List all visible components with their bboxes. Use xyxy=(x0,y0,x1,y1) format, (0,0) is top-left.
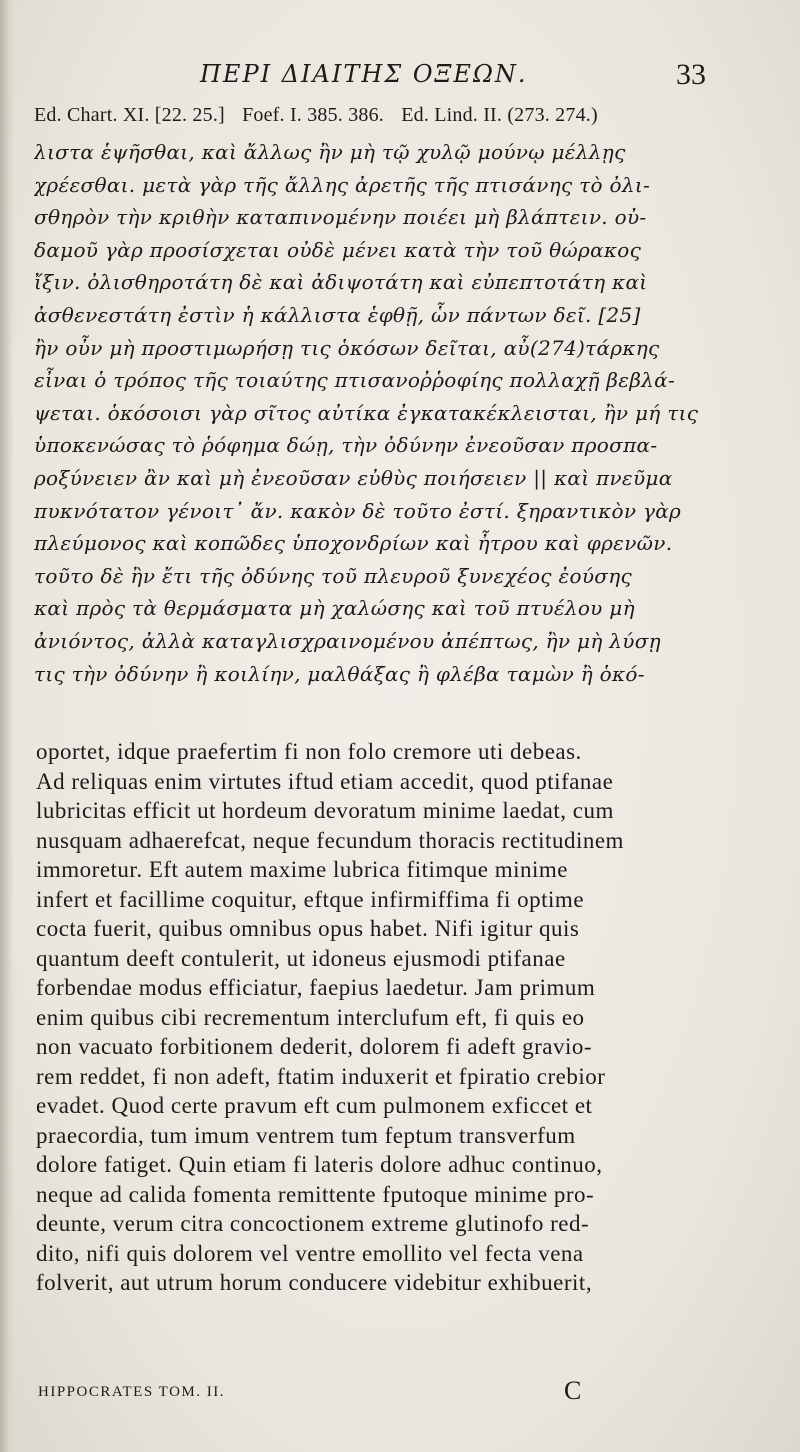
greek-line: ἀνιόντος, ἀλλὰ καταγλισχραινομένου ἀπέπτως, ἢν μὴ λύσῃ xyxy=(34,628,661,653)
greek-line: πυκνότατον γένοιτ᾽ ἄν. κακὸν δὲ τοῦτο ἐστί. ξηραντικὸν γὰρ xyxy=(34,498,682,523)
latin-line: folverit, aut utrum horum conducere videbitur exhibuerit, xyxy=(36,1270,593,1295)
latin-line: lubricitas efficit ut hordeum devoratum minime laedat, cum xyxy=(36,798,614,823)
greek-line: ψεται. ὁκόσοισι γὰρ σῖτος αὐτίκα ἐγκατακέκλεισται, ἢν μή τις xyxy=(34,400,699,425)
greek-line: ὑποκενώσας τὸ ῥόφημα δώῃ, τὴν ὀδύνην ἐνεοῦσαν προσπα- xyxy=(34,433,658,458)
greek-line: λιστα ἑψῆσθαι, καὶ ἄλλως ἢν μὴ τῷ χυλῷ μούνῳ μέλλῃς xyxy=(34,140,626,164)
latin-line: nusquam adhaerefcat, neque fecundum thoracis rectitudinem xyxy=(36,827,624,853)
latin-line: deunte, verum citra concoctionem extreme glutinofo red- xyxy=(36,1211,590,1236)
greek-line: τις τὴν ὀδύνην ἢ κοιλίην, μαλθάξας ἢ φλέβα ταμὼν ἢ ὁκό- xyxy=(34,661,645,686)
latin-line: neque ad calida fomenta remittente fputoque minime pro- xyxy=(36,1181,595,1207)
latin-line: cocta fuerit, quibus omnibus opus habet. Nifi igitur quis xyxy=(36,916,580,941)
greek-line: εἶναι ὁ τρόπος τῆς τοιαύτης πτισανοῤῥοφίης πολλαχῇ βεβλά- xyxy=(34,368,676,393)
greek-text xyxy=(34,136,774,690)
greek-line: δαμοῦ γὰρ προσίσχεται οὐδὲ μένει κατὰ τὴν τοῦ θώρακος xyxy=(34,237,642,262)
latin-line: rem reddet, fi non adeft, ftatim induxerit et fpiratio crebior xyxy=(36,1063,606,1089)
page-footer xyxy=(36,1378,776,1408)
latin-line: dolore fatiget. Quin etiam fi lateris dolore adhuc continuo, xyxy=(36,1152,603,1177)
greek-line: ροξύνειεν ἂν καὶ μὴ ἐνεοῦσαν εὐθὺς ποιήσειεν || καὶ πνεῦμα xyxy=(34,465,673,490)
latin-line: oportet, idque praefertim fi non folo cremore uti debeas. xyxy=(36,739,582,764)
signature-title: HIPPOCRATES TOM. II. xyxy=(38,1384,225,1400)
edition-references xyxy=(34,104,774,127)
latin-line: dito, nifi quis dolorem vel ventre emollito vel fecta vena xyxy=(36,1240,584,1266)
page-number: 33 xyxy=(676,58,706,91)
latin-line: forbendae modus efficiatur, faepius laedetur. Jam primum xyxy=(36,975,596,1000)
greek-line: ἢν οὖν μὴ προστιμωρήσῃ τις ὁκόσων δεῖται, αὖ(274)τάρκης xyxy=(34,335,660,360)
page-gutter-shadow xyxy=(0,0,14,1452)
greek-line: ἀσθενεστάτη ἐστὶν ἡ κάλλιστα ἑφθῇ, ὧν πάντων δεῖ. [25] xyxy=(34,302,641,327)
latin-line: immoretur. Eft autem maxime lubrica fitimque minime xyxy=(36,857,569,882)
latin-line: Ad reliquas enim virtutes iftud etiam accedit, quod ptifanae xyxy=(36,768,614,794)
page-header xyxy=(0,56,800,96)
greek-line: χρέεσθαι. μετὰ γὰρ τῆς ἄλλης ἀρετῆς τῆς πτισάνης τὸ ὀλι- xyxy=(34,172,651,197)
greek-line: τοῦτο δὲ ἢν ἔτι τῆς ὀδύνης τοῦ πλευροῦ ξυνεχέος ἐούσης xyxy=(34,563,633,588)
latin-line: quantum deeft contulerit, ut idoneus ejusmodi ptifanae xyxy=(36,945,566,971)
latin-line: evadet. Quod certe pravum eft cum pulmonem exficcet et xyxy=(36,1093,593,1118)
signature-mark: C xyxy=(564,1376,582,1405)
edition-ref-chartier: Ed. Chart. XI. [22. 25.] xyxy=(34,104,225,126)
greek-line: πλεύμονος καὶ κοπῶδες ὑποχονδρίων καὶ ἦτρου καὶ φρενῶν. xyxy=(34,531,673,556)
running-title: ΠΕΡΙ ΔΙΑΙΤΗΣ ΟΞΕΩΝ. xyxy=(200,60,528,88)
latin-line: enim quibus cibi recrementum interclufum eft, fi quis eo xyxy=(36,1004,585,1030)
edition-ref-foesius: Foef. I. 385. 386. xyxy=(242,104,384,126)
latin-line: non vacuato forbitionem dederit, dolorem fi adeft gravio- xyxy=(36,1034,593,1059)
latin-line: infert et facillime coquitur, eftque infirmiffima fi optime xyxy=(36,886,585,912)
edition-ref-linden: Ed. Lind. II. (273. 274.) xyxy=(401,104,598,126)
latin-translation xyxy=(36,737,776,1298)
greek-line: καὶ πρὸς τὰ θερμάσματα μὴ χαλώσης καὶ τοῦ πτυέλου μὴ xyxy=(34,596,635,621)
greek-line: σθηρὸν τὴν κριθὴν καταπινομένην ποιέει μὴ βλάπτειν. οὐ- xyxy=(34,205,647,230)
greek-line: ἴξιν. ὀλισθηροτάτη δὲ καὶ ἀδιψοτάτη καὶ εὐπεπτοτάτη καὶ xyxy=(34,270,648,295)
latin-line: praecordia, tum imum ventrem tum feptum transverfum xyxy=(36,1122,576,1148)
